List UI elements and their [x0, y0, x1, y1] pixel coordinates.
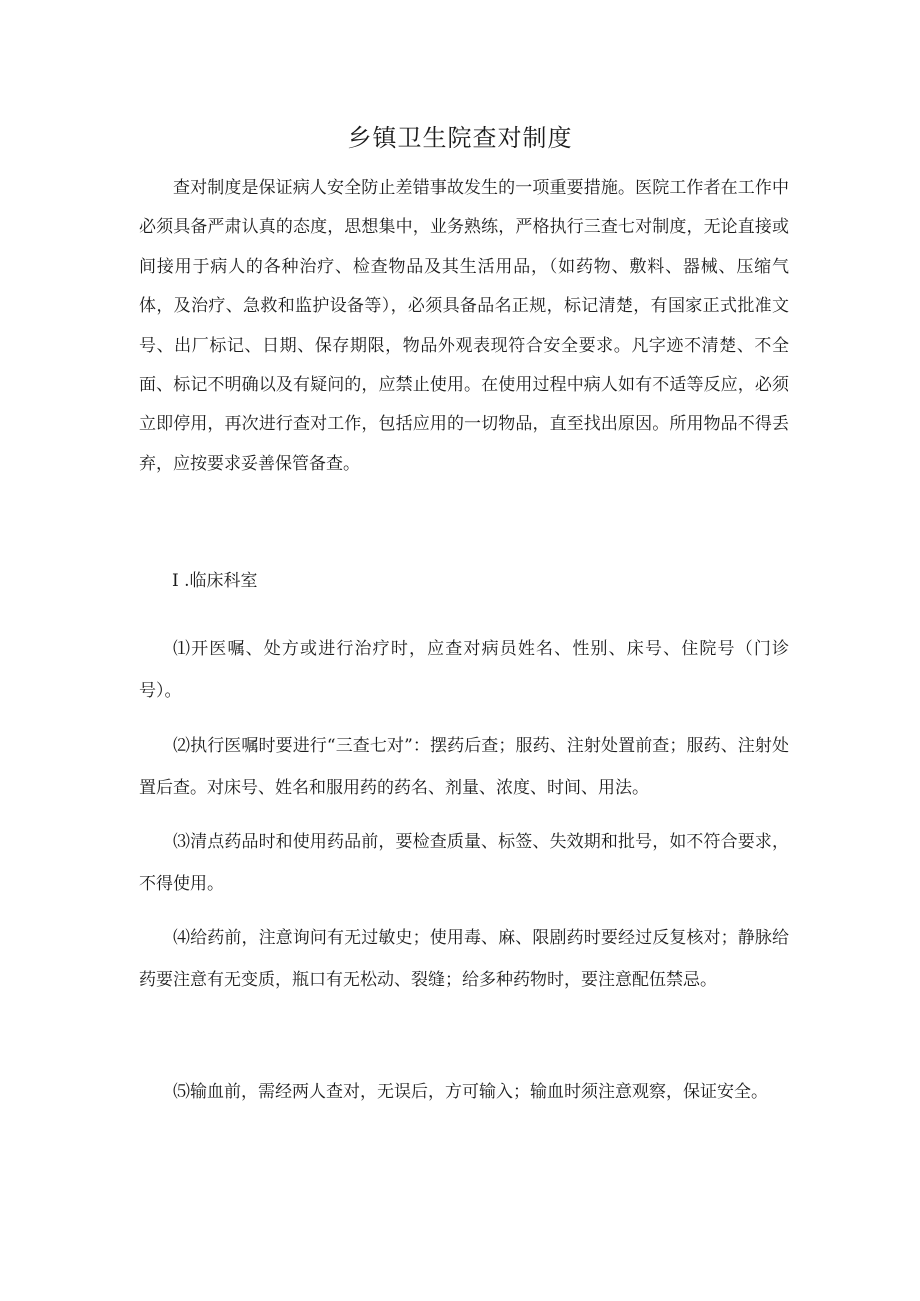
- document-title: 乡镇卫生院查对制度: [347, 124, 573, 152]
- list-item: ⑸输血前，需经两人查对，无误后，方可输入；输血时须注意观察，保证安全。: [173, 1082, 768, 1102]
- list-item: ⑶清点药品时和使用药品前，要检查质量、标签、失效期和批号，如不符合要求，不得使用。: [139, 832, 789, 894]
- section-heading-clinical: I .临床科室: [172, 571, 258, 591]
- list-item: ⑴开医嘱、处方或进行治疗时，应查对病员姓名、性别、床号、住院号（门诊号）。: [139, 639, 789, 701]
- list-item: ⑵执行医嘱时要进行“三查七对”：摆药后查；服药、注射处置前查；服药、注射处置后查。对床号、姓名和服用药的药名、剂量、浓度、时间、用法。: [139, 736, 789, 798]
- intro-paragraph: 查对制度是保证病人安全防止差错事故发生的一项重要措施。医院工作者在工作中必须具备严肃认真的态度，思想集中，业务熟练，严格执行三查七对制度，无论直接或间接用于病人的各种治疗、检查物品及其生活用品，（如药物、敷料、器械、压缩气体，及治疗、急救和监护设备等），必须具备品名正规，标记清楚，有国家正式批准文号、出厂标记、日期、保存期限，物品外观表现符合安全要求。凡字迹不清楚、不全面、标记不明确以及有疑问的，应禁止使用。在使用过程中病人如有不适等反应，必须立即停用，再次进行查对工作，包括应用的一切物品，直至找出原因。所用物品不得丢弃，应按要求妥善保管备查。: [139, 178, 789, 474]
- list-item: ⑷给药前，注意询问有无过敏史；使用毒、麻、限剧药时要经过反复核对；静脉给药要注意有无变质，瓶口有无松动、裂缝；给多种药物时，要注意配伍禁忌。: [139, 928, 789, 990]
